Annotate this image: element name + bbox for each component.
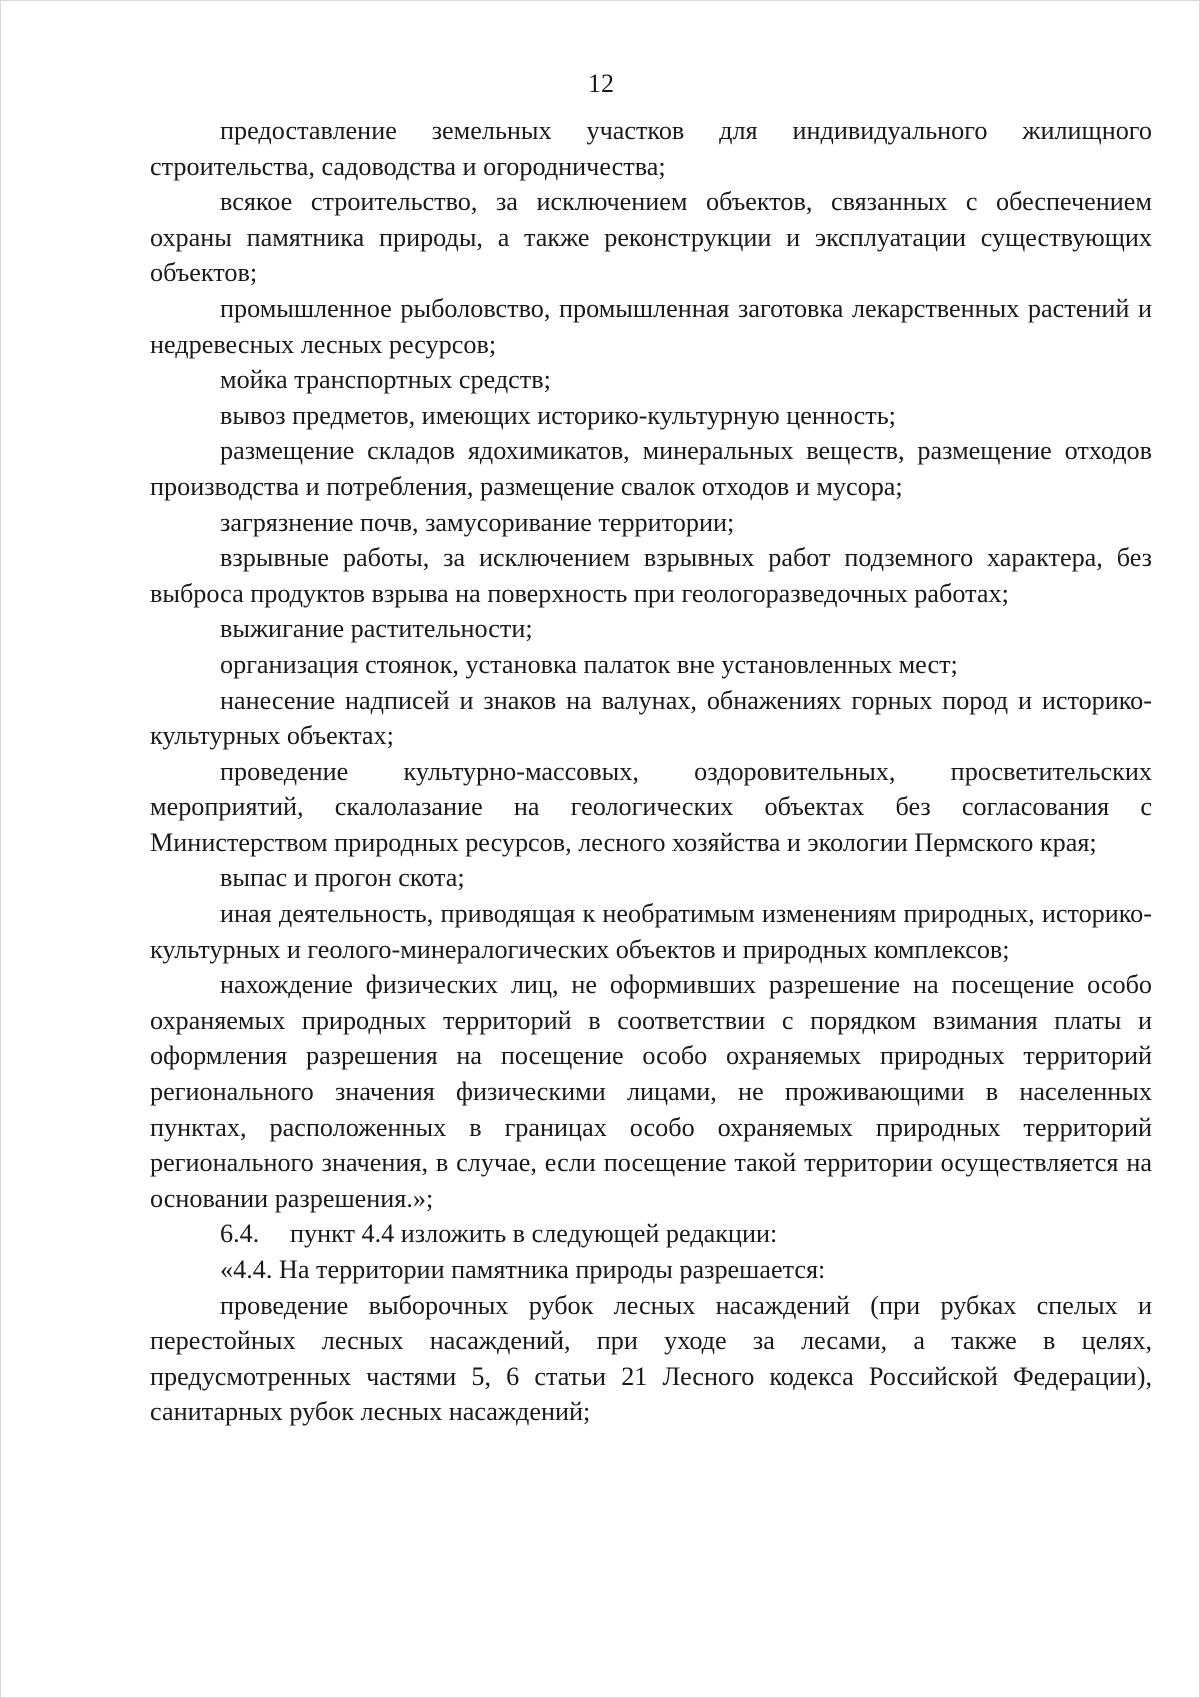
paragraph: нанесение надписей и знаков на валунах, обнажениях горных пород и историко-культурных объектах;: [150, 685, 1152, 751]
item-number: 6.4.: [220, 1219, 260, 1249]
paragraph: размещение складов ядохимикатов, минеральных веществ, размещение отходов производства и потребления, размещение свалок отходов и мусора;: [150, 436, 1152, 501]
paragraph: проведение выборочных рубок лесных насаждений (при рубках спелых и перестойных лесных насаждений, при уходе за лесами, а также в целях, предусмотренных частями 5, 6 статьи 21 Лесного кодекса Российской Федерации), санитарных рубок лесных насаждений;: [150, 1290, 1152, 1427]
item-text: пункт 4.4 изложить в следующей редакции:: [290, 1219, 778, 1249]
paragraph: промышленное рыболовство, промышленная заготовка лекарственных растений и недревесных лесных ресурсов;: [150, 293, 1152, 359]
document-body: [150, 113, 1152, 1430]
paragraph: проведение культурно-массовых, оздоровительных, просветительских мероприятий, скалолазание на геологических объектах без согласования с Министерством природных ресурсов, лесного хозяйства и экологии Пермского края;: [150, 756, 1152, 857]
paragraph: выпас и прогон скота;: [220, 863, 465, 893]
paragraph: загрязнение почв, замусоривание территории;: [220, 507, 735, 537]
page-number: 12: [588, 69, 614, 98]
paragraph: предоставление земельных участков для индивидуального жилищного строительства, садоводства и огородничества;: [150, 116, 1152, 181]
paragraph: иная деятельность, приводящая к необратимым изменениям природных, историко-культурных и геолого-минералогических объектов и природных комплексов;: [150, 899, 1152, 964]
paragraph: нахождение физических лиц, не оформивших разрешение на посещение особо охраняемых природных территорий в соответствии с порядком взимания платы и оформления разрешения на посещение особо охраняемых природных территорий регионального значения физическими лицами, не проживающими в населенных пунктах, расположенных в границах особо охраняемых природных территорий регионального значения, в случае, если посещение такой территории осуществляется на основании разрешения.»;: [150, 970, 1152, 1213]
paragraph: выжигание растительности;: [220, 614, 533, 644]
paragraph: «4.4. На территории памятника природы разрешается:: [220, 1255, 826, 1284]
paragraph: мойка транспортных средств;: [220, 365, 551, 395]
paragraph: вывоз предметов, имеющих историко-культурную ценность;: [220, 400, 896, 430]
paragraph: организация стоянок, установка палаток вне установленных мест;: [220, 649, 958, 679]
paragraph: всякое строительство, за исключением объектов, связанных с обеспечением охраны памятника природы, а также реконструкции и эксплуатации существующих объектов;: [150, 187, 1152, 288]
item-6-4: [150, 1216, 1152, 1252]
paragraph: взрывные работы, за исключением взрывных работ подземного характера, без выброса продуктов взрыва на поверхность при геологоразведочных работах;: [150, 543, 1152, 608]
